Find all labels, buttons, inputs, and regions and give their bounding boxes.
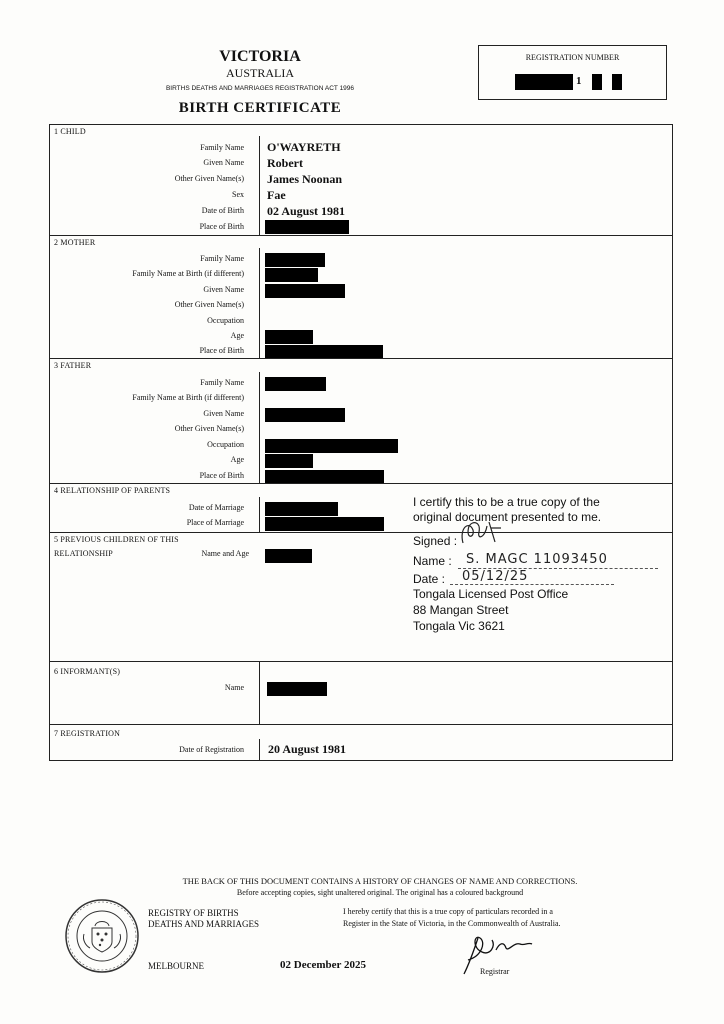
divider-father — [259, 372, 260, 484]
label-child-given-name: Given Name — [203, 158, 244, 167]
stamp-office: Tongala Licensed Post Office — [413, 587, 569, 601]
label-date-of-marriage: Date of Marriage — [188, 503, 244, 512]
divider-relationship — [259, 497, 260, 533]
section-child — [49, 124, 673, 236]
redaction-father-place — [265, 470, 384, 484]
footer-issue-date: 02 December 2025 — [280, 959, 366, 971]
divider-informant — [259, 661, 260, 725]
registration-date: 20 August 1981 — [268, 742, 347, 756]
label-child-other-names: Other Given Name(s) — [174, 174, 244, 183]
redaction-child-place — [265, 220, 349, 234]
stamp-date-label: Date : — [413, 572, 446, 586]
handwritten-signature — [455, 518, 505, 548]
label-child-family-name: Family Name — [200, 143, 244, 152]
label-mother-given-name: Given Name — [203, 285, 244, 294]
redaction-mother-given — [265, 284, 345, 298]
section-previous-title-2: RELATIONSHIP — [54, 549, 113, 558]
stamp-date-handwritten: 05/12/25 — [462, 569, 529, 584]
redaction-father-given — [265, 408, 345, 422]
label-father-other-names: Other Given Name(s) — [174, 424, 244, 433]
divider-mother — [259, 248, 260, 359]
label-child-sex: Sex — [232, 190, 244, 199]
child-sex: Fae — [267, 188, 286, 202]
child-given-name: Robert — [267, 156, 303, 170]
label-mother-occupation: Occupation — [207, 316, 244, 325]
header-state: VICTORIA — [219, 48, 301, 65]
stamp-line-1: I certify this to be a true copy of the — [413, 495, 600, 509]
label-mother-other-names: Other Given Name(s) — [174, 300, 244, 309]
redaction-father-family — [265, 377, 326, 391]
stamp-date-dashes — [450, 584, 614, 585]
section-registration-title: 7 REGISTRATION — [54, 729, 121, 738]
stamp-name-handwritten: S. MAGC 11093450 — [466, 552, 608, 567]
label-mother-age: Age — [230, 331, 244, 340]
registry-name-1: REGISTRY OF BIRTHS — [148, 908, 239, 918]
stamp-line-2: original document presented to me. — [413, 510, 602, 524]
section-relationship-title: 4 RELATIONSHIP OF PARENTS — [54, 486, 171, 495]
label-place-of-marriage: Place of Marriage — [186, 518, 244, 527]
registration-digit: 1 — [576, 75, 582, 87]
header-country: AUSTRALIA — [226, 66, 294, 80]
registry-seal — [62, 896, 142, 976]
footer-notice-2: Before accepting copies, sight unaltered original. The original has a coloured background — [236, 888, 524, 897]
redaction-reg-3 — [612, 74, 622, 90]
redaction-marriage-date — [265, 502, 338, 516]
label-child-dob: Date of Birth — [201, 206, 244, 215]
redaction-father-age — [265, 454, 313, 468]
footer-notice: THE BACK OF THIS DOCUMENT CONTAINS A HISTORY OF CHANGES OF NAME AND CORRECTIONS. — [182, 876, 578, 886]
stamp-signed-label: Signed : — [413, 534, 458, 548]
label-mother-place-of-birth: Place of Birth — [199, 346, 244, 355]
label-mother-birth-name: Family Name at Birth (if different) — [132, 269, 244, 278]
redaction-mother-family — [265, 253, 325, 267]
label-father-given-name: Given Name — [203, 409, 244, 418]
registry-name-2: DEATHS AND MARRIAGES — [148, 919, 260, 929]
registration-number-box — [478, 45, 667, 100]
redaction-father-occupation — [265, 439, 398, 453]
divider-child — [259, 136, 260, 236]
label-mother-family-name: Family Name — [200, 254, 244, 263]
section-informant — [49, 661, 673, 725]
section-previous-title-1: 5 PREVIOUS CHILDREN OF THIS — [54, 535, 179, 544]
redaction-reg-1 — [515, 74, 573, 90]
footer-certify-1: I hereby certify that this is a true copy of particulars recorded in a — [343, 907, 553, 916]
header-act: BIRTHS DEATHS AND MARRIAGES REGISTRATION ACT 1996 — [165, 85, 355, 92]
section-father — [49, 358, 673, 484]
footer-certify-2: Register in the State of Victoria, in the Commonwealth of Australia. — [343, 919, 561, 928]
redaction-mother-birth-name — [265, 268, 318, 282]
stamp-town: Tongala Vic 3621 — [413, 619, 505, 633]
divider-registration — [259, 739, 260, 761]
registration-number-label: REGISTRATION NUMBER — [525, 53, 620, 62]
label-father-birth-name: Family Name at Birth (if different) — [132, 393, 244, 402]
child-other-names: James Noonan — [267, 172, 343, 186]
label-father-place-of-birth: Place of Birth — [199, 471, 244, 480]
section-registration — [49, 724, 673, 761]
label-father-occupation: Occupation — [207, 440, 244, 449]
child-family-name: O'WAYRETH — [267, 140, 341, 154]
footer-registrar: Registrar — [480, 967, 510, 976]
label-father-family-name: Family Name — [200, 378, 244, 387]
label-date-of-registration: Date of Registration — [179, 745, 244, 754]
label-name-and-age: Name and Age — [201, 549, 249, 558]
redaction-previous-children — [265, 549, 312, 563]
label-father-age: Age — [230, 455, 244, 464]
stamp-street: 88 Mangan Street — [413, 603, 509, 617]
redaction-mother-age — [265, 330, 313, 344]
section-mother — [49, 235, 673, 359]
label-informant-name: Name — [224, 683, 244, 692]
child-dob: 02 August 1981 — [267, 204, 346, 218]
footer-city: MELBOURNE — [148, 961, 204, 971]
certificate-title: BIRTH CERTIFICATE — [178, 100, 342, 116]
section-mother-title: 2 MOTHER — [54, 238, 96, 247]
redaction-reg-2 — [592, 74, 602, 90]
stamp-name-label: Name : — [413, 554, 452, 568]
redaction-mother-place — [265, 345, 383, 359]
label-child-place-of-birth: Place of Birth — [199, 222, 244, 231]
redaction-marriage-place — [265, 517, 384, 531]
redaction-informant — [267, 682, 327, 696]
section-informant-title: 6 INFORMANT(S) — [54, 667, 121, 676]
section-child-title: 1 CHILD — [54, 127, 86, 136]
section-father-title: 3 FATHER — [54, 361, 92, 370]
